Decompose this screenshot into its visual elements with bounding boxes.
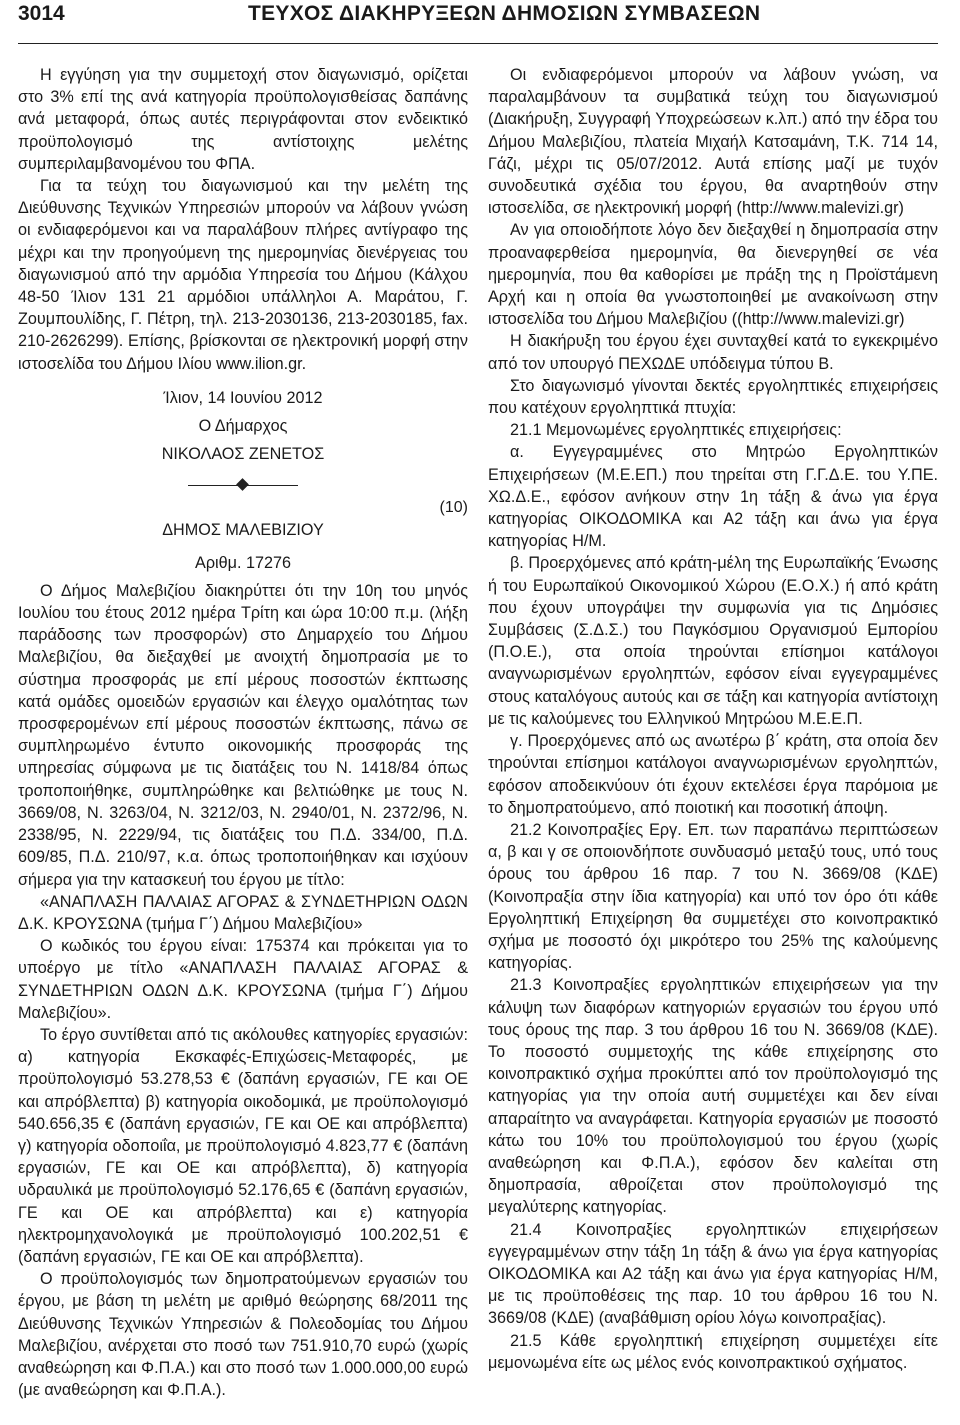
paragraph: Για τα τεύχη του διαγωνισμού και την μελέτη της Διεύθυνσης Τεχνικών Υπηρεσιών μπορούν να λάβουν γνώση οι ενδιαφερόμενοι και να παραλάβουν πλήρες αντίγραφο της μέχρι και την προηγούμενη της ημερομηνίας διενέργειας του διαγωνισμού από την αρμόδια Υπηρεσία του Δήμου (Κάλχου 48-50 Ίλιον 131 21 αρμόδιοι υπάλληλοι Α. Μαράτου, Γ. Ζουμπουλίδης, Γ. Πέτρη, τηλ. 213-2030136, 213-2030185, fax. 210-2626299). Επίσης, βρίσκονται σε ηλεκτρονική μορφή στην ιστοσελίδα του Δήμου Ιλίου www.ilion.gr.	[18, 177, 468, 373]
paragraph: 21.4 Κοινοπραξίες εργοληπτικών επιχειρήσεων εγγεγραμμένων στην τάξη 1η τάξη & άνω για έργα κατηγορίας ΟΙΚΟΔΟΜΙΚΑ και Α2 τάξη και άνω για έργα κατηγορίας Η/Μ, με τις προϋποθέσεις της παρ. 10 του άρθρου 16 του Ν. 3669/08 (ΚΔΕ) (αναβάθμιση ορίου λόγω κοινοπραξίας).	[488, 1220, 938, 1328]
paragraph: Η διακήρυξη του έργου έχει συνταχθεί κατά το εγκεκριμένο από τον υπουργό ΠΕΧΩΔΕ υπόδειγμα τύπου Β.	[488, 332, 938, 373]
section-divider	[18, 471, 468, 517]
page-number: 3014	[18, 2, 65, 25]
signer-title: Ο Δήμαρχος	[198, 417, 288, 436]
text-columns	[18, 64, 938, 1401]
signature-block	[18, 387, 468, 466]
paragraph: α. Εγγεγραμμένες στο Μητρώο Εργοληπτικών Επιχειρήσεων (Μ.Ε.ΕΠ.) που τηρείται στη Γ.Γ.Δ.Ε. του Υ.ΠΕ. ΧΩ.Δ.Ε., εφόσον ανήκουν στην 1η τάξη & άνω για έργα κατηγορίας ΟΙΚΟΔΟΜΙΚΑ και Α2 τάξη και άνω για έργα κατηγορίας Η/Μ.	[488, 443, 938, 551]
paragraph: Ο κωδικός του έργου είναι: 175374 και πρόκειται για το υποέργο με τίτλο «ΑΝΑΠΛΑΣΗ ΠΑΛΑΙΑΣ ΑΓΟΡΑΣ & ΣΥΝΔΕΤΗΡΙΩΝ ΟΔΩΝ Δ.Κ. ΚΡΟΥΣΩΝΑ (τμήμα Γ΄) Δήμου Μαλεβιζίου».	[18, 937, 468, 1022]
paragraph: 21.2 Κοινοπραξίες Εργ. Επ. των παραπάνω περιπτώσεων α, β και γ σε οποιονδήποτε συνδυασμό μεταξύ τους, υπό τους όρους του άρθρου 16 παρ. 7 του Ν. 3669/08 (ΚΔΕ) (Κοινοπραξία στην ίδια κατηγορία) και υπό τον όρο ότι κάθε Εργοληπτική Επιχείρηση θα συμμετέχει στο κοινοπρακτικό σχήμα με ποσοστό όχι μικρότερο του 25% της καλούμενης κατηγορίας.	[488, 820, 938, 973]
paragraph: 21.1 Μεμονωμένες εργοληπτικές επιχειρήσεις:	[510, 421, 842, 440]
page-header	[18, 0, 938, 44]
paragraph: 21.5 Κάθε εργοληπτική επιχείρηση συμμετέχει είτε μεμονωμένα είτε ως μέλος ενός κοινοπρακτικού σχήματος.	[488, 1331, 938, 1372]
paragraph: Αν για οποιοδήποτε λόγο δεν διεξαχθεί η δημοπρασία στην προαναφερθείσα ημερομηνία, θα διενεργηθεί σε νέα ημερομηνία, που θα καθορίσει με πράξη της η Προϊστάμενη Αρχή και η οποία θα γνωστοποιηθεί με ανακοίνωση στην ιστοσελίδα του Δήμου Μαλεβιζίου ((http://www.malevizi.gr)	[488, 221, 938, 329]
diamond-ornament-icon	[236, 479, 249, 492]
reference-number: (10)	[439, 499, 468, 517]
paragraph: Ο προϋπολογισμός των δημοπρατούμενων εργασιών του έργου, με βάση τη μελέτη με αριθμό θεώρησης 68/2011 της Διεύθυνσης Τεχνικών Υπηρεσιών & Πολεοδομίας του Δήμου Μαλεβιζίου, ανέρχεται στο ποσό των 751.910,70 ευρώ (χωρίς αναθεώρηση και Φ.Π.Α.) και στο ποσό των 1.000.000,00 ευρώ (με αναθεώρηση και Φ.Π.Α.).	[18, 1270, 468, 1400]
paragraph: γ. Προερχόμενες από ως ανωτέρω β΄ κράτη, στα οποία δεν τηρούνται επίσημοι κατάλογοι αναγνωρισμένων εργοληπτών, εφόσον αποδεικνύουν ότι έχουν εκτελέσει έργα παρόμοια με το δημοπρατούμενο, από ποιοτική και ποσοτική άποψη.	[488, 732, 938, 817]
paragraph: β. Προερχόμενες από κράτη-μέλη της Ευρωπαϊκής Ένωσης ή του Ευρωπαϊκού Οικονομικού Χώρου (Ε.Ο.Χ.) ή από κράτη που έχουν υπογράψει την συμφωνία για τις Δημόσιες Συμβάσεις (Σ.Δ.Σ.) του Παγκόσμιου Οργανισμού Εμπορίου (Π.Ο.Ε.), στα οποία τηρούνται επίσημοι κατάλογοι αναγνωρισμένων εργοληπτών, εφόσον είναι εγγεγραμμένες στους καταλόγους αυτούς και σε τάξη και κατηγορία αντίστοιχη με τις καλούμενες του Ελληνικού Μητρώου Μ.Ε.Ε.Π.	[488, 554, 938, 728]
project-title: «ΑΝΑΠΛΑΣΗ ΠΑΛΑΙΑΣ ΑΓΟΡΑΣ & ΣΥΝΔΕΤΗΡΙΩΝ ΟΔΩΝ Δ.Κ. ΚΡΟΥΣΩΝΑ (τμήμα Γ΄) Δήμου Μαλεβιζίου»	[18, 892, 468, 933]
left-column	[18, 64, 468, 1401]
right-column	[488, 64, 938, 1401]
paragraph: Ο Δήμος Μαλεβιζίου διακηρύττει ότι την 10η του μηνός Ιουλίου του έτους 2012 ημέρα Τρίτη και ώρα 10:00 π.μ. (λήξη παράδοσης των προσφορών) στο Δημαρχείο του Δήμου Μαλεβιζίου, θα διεξαχθεί με ανοιχτή δημοπρασία με το σύστημα προσφοράς με επί μέρους ποσοστών έκπτωσης κατά ομάδες ομοειδών εργασιών και έλεγχο ομαλότητας των προσφερομένων επί μέρους ποσοστών έκπτωσης, πάνω σε συμπληρωμένο έντυπο οικονομικής προσφοράς της υπηρεσίας σύμφωνα με τις διατάξεις του Ν. 1418/84 όπως τροποποιήθηκε, συμπληρώθηκε και βελτιώθηκε με τους Ν. 3669/08, Ν. 3263/04, Ν. 3212/03, Ν. 2940/01, Ν. 2372/96, Ν. 2338/95, Ν. 2229/94, τις διατάξεις του Π.Δ. 334/00, Π.Δ. 609/85, Π.Δ. 210/97, κ.α. όπως τροποποιήθηκαν και ισχύουν σήμερα για την κατασκευή του έργου με τίτλο:	[18, 581, 468, 889]
municipality-heading: ΔΗΜΟΣ ΜΑΛΕΒΙΖΙΟΥ	[162, 521, 324, 540]
journal-title: ΤΕΥΧΟΣ ΔΙΑΚΗΡΥΞΕΩΝ ΔΗΜΟΣΙΩΝ ΣΥΜΒΑΣΕΩΝ	[248, 2, 761, 25]
paragraph: Στο διαγωνισμό γίνονται δεκτές εργοληπτικές επιχειρήσεις που κατέχουν εργοληπτικά πτυχία:	[488, 376, 938, 418]
paragraph: Η εγγύηση για την συμμετοχή στον διαγωνισμό, ορίζεται στο 3% επί της ανά κατηγορία προϋπολογισθείσας δαπάνης ανά μεταφορά, όπως αυτές περιγράφονται στον ενδεικτικό προϋπολογισμό της αντίστοιχης μελέτης συμπεριλαμβανομένου του ΦΠΑ.	[18, 66, 468, 173]
place-date: Ίλιον, 14 Ιουνίου 2012	[163, 388, 323, 407]
protocol-number: Αριθμ. 17276	[195, 553, 291, 572]
signer-name: ΝΙΚΟΛΑΟΣ ΖΕΝΕΤΟΣ	[161, 445, 325, 464]
paragraph: Το έργο συντίθεται από τις ακόλουθες κατηγορίες εργασιών: α) κατηγορία Εκσκαφές-Επιχώσεις-Μεταφορές, με προϋπολογισμό 53.278,53 € (δαπάνη εργασιών, ΓΕ και ΟΕ και απρόβλεπτα) β) κατηγορία οικοδομικά, με προϋπολογισμό 540.656,35 € (δαπάνη εργασιών, ΓΕ και ΟΕ και απρόβλεπτα) γ) κατηγορία οδοποιΐα, με προϋπολογισμό 4.823,77 € (δαπάνη εργασιών, ΓΕ και ΟΕ και απρόβλεπτα), δ) κατηγορία υδραυλικά με προϋπολογισμό 52.176,65 € (δαπάνη εργασιών, ΓΕ και ΟΕ και απρόβλεπτα) και ε) κατηγορία ηλεκτρομηχανολογικά με προϋπολογισμό 100.202,51 € (δαπάνη εργασιών, ΓΕ και ΟΕ και απρόβλεπτα).	[18, 1025, 468, 1266]
paragraph: Οι ενδιαφερόμενοι μπορούν να λάβουν γνώση, να παραλαμβάνουν τα συμβατικά τεύχη του διαγωνισμού (Διακήρυξη, Συγγραφή Υποχρεώσεων κ.λπ.) από την έδρα του Δήμου Μαλεβιζίου, πλατεία Μιχαήλ Κατσαμάνη, Τ.Κ. 714 14, Γάζι, μέχρι τις 05/07/2012. Αυτά επίσης μαζί με τυχόν συνοδευτικά σχέδια του έργου, θα αναρτηθούν στην ιστοσελίδα, σε ηλεκτρονική μορφή (http://www.malevizi.gr)	[488, 66, 938, 218]
paragraph: 21.3 Κοινοπραξίες εργοληπτικών επιχειρήσεων για την κάλυψη των διαφόρων κατηγοριών εργασιών του έργου υπό τους όρους της παρ. 3 του άρθρου 16 του Ν. 3669/08 (ΚΔΕ). Το ποσοστό συμμετοχής της κάθε επιχείρησης στο κοινοπρακτικό σχήμα προκύπτει από τον προϋπολογισμό της κατηγορίας για την οποία αυτή συμμετέχει και δεν είναι απαραίτητο να αναγράφεται. Κατηγορία εργασιών με ποσοστό κάτω του 10% του προϋπολογισμού του έργου (χωρίς αναθεώρηση και Φ.Π.Α.), εφόσον δεν καλείται στη δημοπρασία, αθροίζεται στον προϋπολογισμό της μεγαλύτερης κατηγορίας.	[488, 976, 938, 1217]
